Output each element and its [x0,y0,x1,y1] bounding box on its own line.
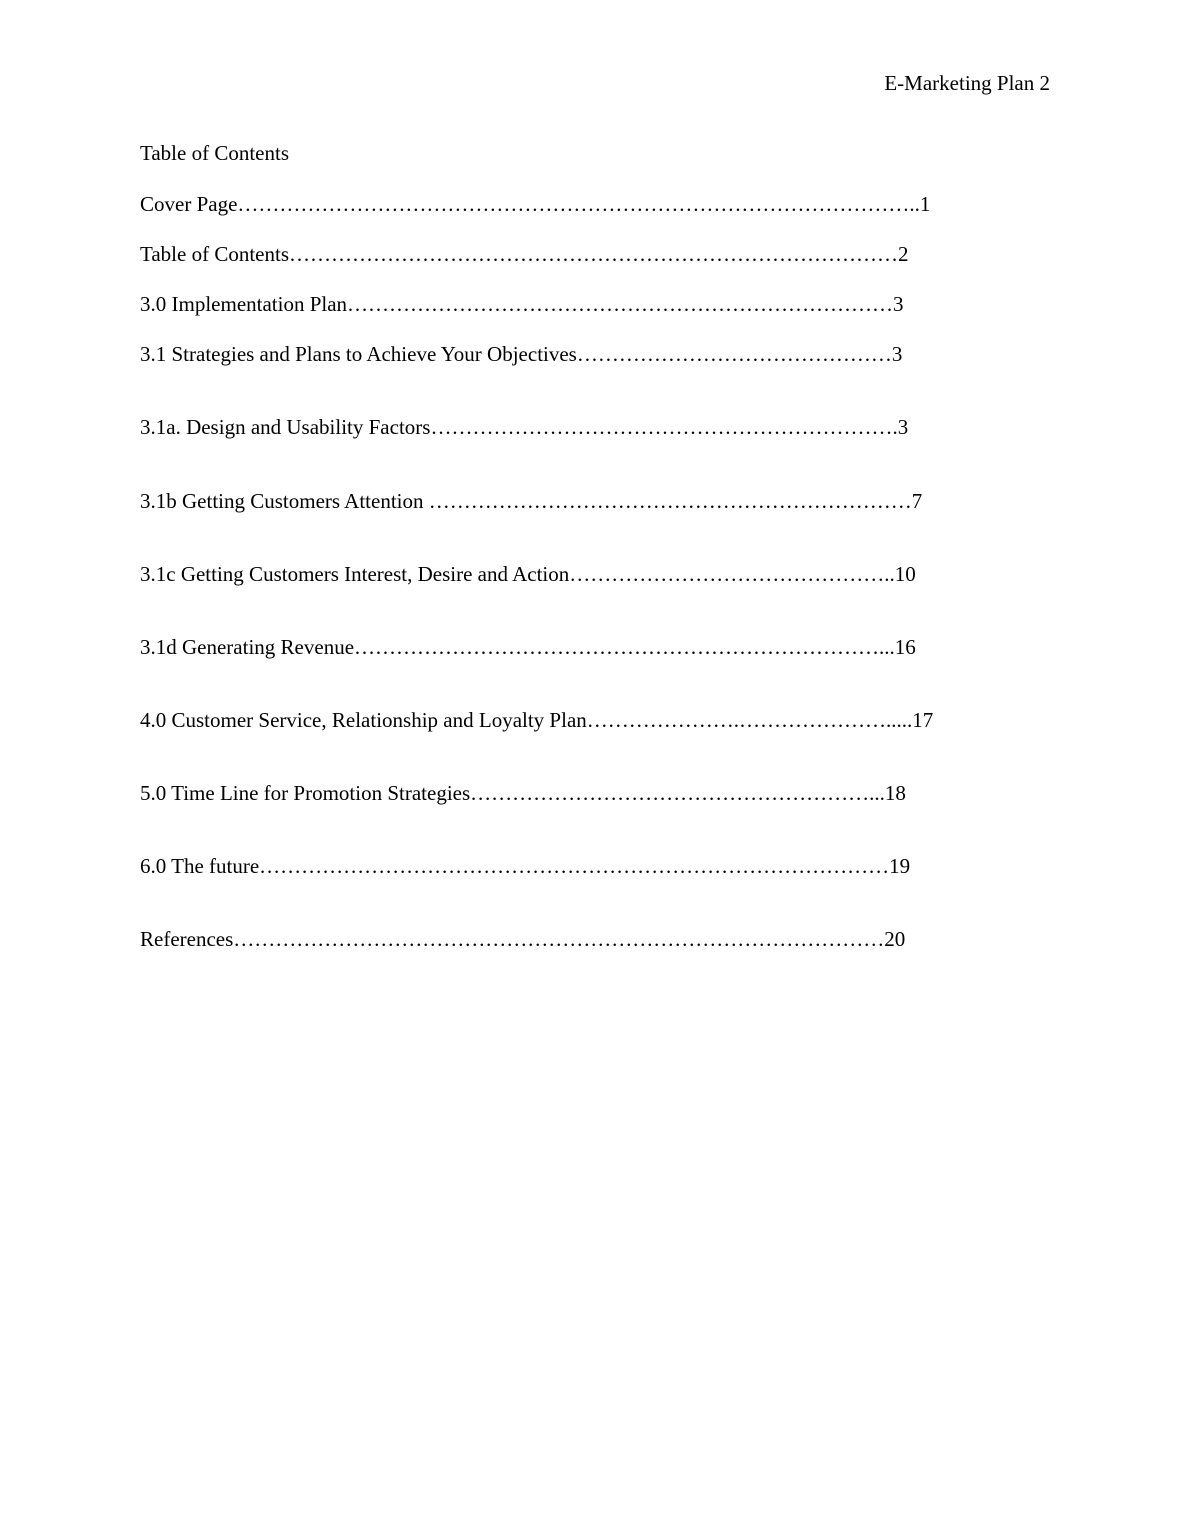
toc-entry-time-line: 5.0 Time Line for Promotion Strategies…………………………………………………...18 [140,781,906,805]
toc-heading: Table of Contents [140,141,289,165]
toc-entry-interest-desire-action: 3.1c Getting Customers Interest, Desire and Action………………………………………..10 [140,562,916,586]
toc-entry-the-future: 6.0 The future………………………………………………………………………………19 [140,854,911,878]
toc-entry-references: References…………………………………………………………………………………20 [140,927,906,951]
toc-entry-strategies-and-plans: 3.1 Strategies and Plans to Achieve Your Objectives………………………………………3 [140,342,903,366]
toc-entry-design-usability: 3.1a. Design and Usability Factors………………………………………………………….3 [140,415,909,439]
toc-entry-cover-page: Cover Page……………………………………………………………………………………..1 [140,192,931,216]
toc-entry-customer-service: 4.0 Customer Service, Relationship and Loyalty Plan………………….………………….....17 [140,708,934,732]
toc-entry-generating-revenue: 3.1d Generating Revenue…………………………………………………………………...16 [140,635,916,659]
toc-entry-implementation-plan: 3.0 Implementation Plan……………………………………………………………………3 [140,292,904,316]
toc-entry-table-of-contents: Table of Contents……………………………………………………………………………2 [140,242,909,266]
toc-entry-customers-attention: 3.1b Getting Customers Attention ……………………………………………………………7 [140,489,923,513]
running-header: E-Marketing Plan 2 [884,71,1050,95]
